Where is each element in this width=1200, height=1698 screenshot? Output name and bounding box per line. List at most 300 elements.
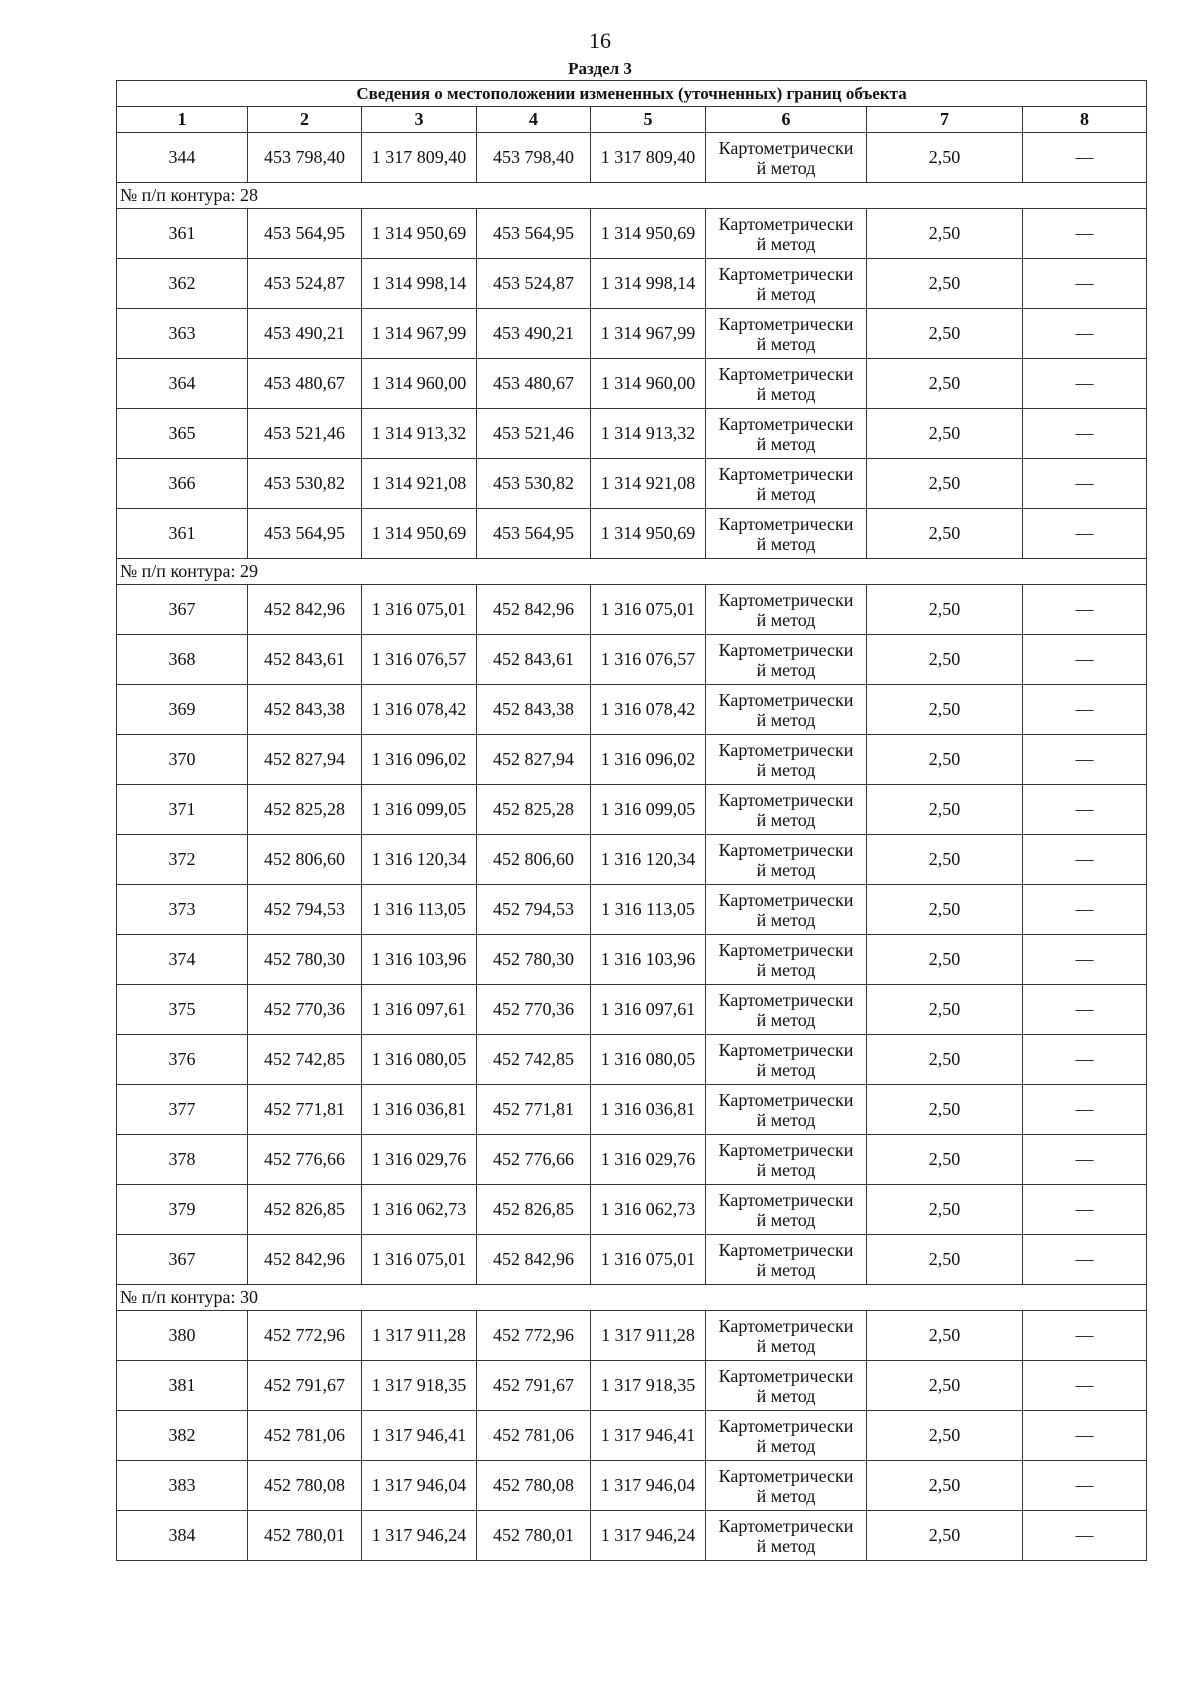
table-cell: 1 316 103,96: [591, 935, 706, 985]
method-cell: [706, 1235, 867, 1285]
method-cell: [706, 635, 867, 685]
table-cell: 453 521,46: [477, 409, 591, 459]
table-row: [117, 1311, 1147, 1361]
method-cell: [706, 209, 867, 259]
method-line-1: Картометрически: [718, 839, 854, 860]
table-cell: 382: [117, 1411, 248, 1461]
table-cell: 453 480,67: [248, 359, 362, 409]
table-row: [117, 1135, 1147, 1185]
table-cell: 361: [117, 509, 248, 559]
table-cell: 2,50: [867, 1135, 1023, 1185]
table-cell: 2,50: [867, 1411, 1023, 1461]
method-line-2: й метод: [756, 1009, 816, 1030]
table-cell: 1 314 967,99: [591, 309, 706, 359]
method-line-2: й метод: [756, 383, 816, 404]
method-line-1: Картометрически: [718, 263, 854, 284]
table-cell: 1 316 113,05: [362, 885, 477, 935]
table-cell: —: [1023, 359, 1147, 409]
table-cell: —: [1023, 1511, 1147, 1561]
method-cell: [706, 885, 867, 935]
method-line-2: й метод: [756, 1259, 816, 1280]
method-line-1: Картометрически: [718, 1465, 854, 1486]
table-cell: 1 316 096,02: [591, 735, 706, 785]
table-cell: —: [1023, 1411, 1147, 1461]
table-cell: 453 798,40: [477, 133, 591, 183]
table-cell: —: [1023, 459, 1147, 509]
table-cell: 377: [117, 1085, 248, 1135]
table-cell: 452 772,96: [477, 1311, 591, 1361]
table-cell: —: [1023, 835, 1147, 885]
table-cell: 2,50: [867, 785, 1023, 835]
table-cell: 1 316 097,61: [591, 985, 706, 1035]
table-cell: 1 316 120,34: [362, 835, 477, 885]
table-row: [117, 985, 1147, 1035]
table-cell: 2,50: [867, 885, 1023, 935]
contour-row: [117, 559, 1147, 585]
table-cell: 1 314 998,14: [362, 259, 477, 309]
table-cell: 1 317 809,40: [591, 133, 706, 183]
table-cell: 452 843,38: [248, 685, 362, 735]
method-line-2: й метод: [756, 659, 816, 680]
method-line-2: й метод: [756, 1485, 816, 1506]
table-row: [117, 1511, 1147, 1561]
method-cell: [706, 735, 867, 785]
table-cell: 1 317 946,41: [362, 1411, 477, 1461]
table-cell: 2,50: [867, 359, 1023, 409]
method-cell: [706, 133, 867, 183]
table-row: [117, 259, 1147, 309]
method-line-1: Картометрически: [718, 313, 854, 334]
table-cell: —: [1023, 1185, 1147, 1235]
method-line-2: й метод: [756, 1385, 816, 1406]
method-line-2: й метод: [756, 1335, 816, 1356]
method-line-1: Картометрически: [718, 1039, 854, 1060]
table-cell: —: [1023, 785, 1147, 835]
table-cell: 2,50: [867, 459, 1023, 509]
table-cell: 1 316 120,34: [591, 835, 706, 885]
method-cell: [706, 309, 867, 359]
method-cell: [706, 585, 867, 635]
table-cell: 452 781,06: [477, 1411, 591, 1461]
method-line-2: й метод: [756, 859, 816, 880]
table-cell: 383: [117, 1461, 248, 1511]
table-row: [117, 209, 1147, 259]
table-cell: —: [1023, 309, 1147, 359]
method-cell: [706, 459, 867, 509]
method-line-2: й метод: [756, 1159, 816, 1180]
table-cell: 344: [117, 133, 248, 183]
table-caption: Сведения о местоположении измененных (уточненных) границ объекта: [117, 81, 1147, 107]
table-cell: 1 317 946,24: [591, 1511, 706, 1561]
table-cell: 1 316 096,02: [362, 735, 477, 785]
method-line-1: Картометрически: [718, 1365, 854, 1386]
table-cell: 452 742,85: [248, 1035, 362, 1085]
contour-label: [117, 559, 1147, 585]
table-cell: 2,50: [867, 509, 1023, 559]
table-cell: 1 317 946,24: [362, 1511, 477, 1561]
section-title: Раздел 3: [568, 59, 632, 78]
method-line-1: Картометрически: [718, 1315, 854, 1336]
table-cell: 453 564,95: [248, 509, 362, 559]
table-cell: —: [1023, 1235, 1147, 1285]
table-cell: 2,50: [867, 1085, 1023, 1135]
table-cell: 1 316 036,81: [362, 1085, 477, 1135]
table-cell: 374: [117, 935, 248, 985]
table-cell: 2,50: [867, 259, 1023, 309]
table-cell: 1 316 029,76: [591, 1135, 706, 1185]
method-cell: [706, 1361, 867, 1411]
method-line-2: й метод: [756, 1435, 816, 1456]
table-row: [117, 133, 1147, 183]
table-cell: 362: [117, 259, 248, 309]
table-cell: 361: [117, 209, 248, 259]
table-cell: —: [1023, 409, 1147, 459]
table-row: [117, 1461, 1147, 1511]
column-header: 8: [1023, 107, 1147, 133]
table-cell: 1 316 036,81: [591, 1085, 706, 1135]
column-header: 5: [591, 107, 706, 133]
table-cell: 452 791,67: [477, 1361, 591, 1411]
table-cell: 1 316 029,76: [362, 1135, 477, 1185]
table-row: [117, 309, 1147, 359]
table-cell: 375: [117, 985, 248, 1035]
method-cell: [706, 409, 867, 459]
table-cell: 371: [117, 785, 248, 835]
table-cell: —: [1023, 1311, 1147, 1361]
table-cell: 1 316 097,61: [362, 985, 477, 1035]
method-line-2: й метод: [756, 1209, 816, 1230]
table-cell: 452 791,67: [248, 1361, 362, 1411]
table-cell: 452 770,36: [477, 985, 591, 1035]
coordinates-table: [116, 80, 1147, 1561]
table-cell: 452 780,01: [248, 1511, 362, 1561]
table-cell: 1 314 950,69: [362, 509, 477, 559]
method-line-2: й метод: [756, 233, 816, 254]
method-cell: [706, 935, 867, 985]
table-cell: 2,50: [867, 735, 1023, 785]
method-line-2: й метод: [756, 433, 816, 454]
table-cell: 363: [117, 309, 248, 359]
method-line-1: Картометрически: [718, 639, 854, 660]
table-cell: 452 776,66: [477, 1135, 591, 1185]
method-line-2: й метод: [756, 909, 816, 930]
table-cell: 2,50: [867, 133, 1023, 183]
table-row: [117, 1361, 1147, 1411]
table-cell: 2,50: [867, 409, 1023, 459]
table-cell: 2,50: [867, 635, 1023, 685]
method-cell: [706, 1085, 867, 1135]
table-cell: 1 316 103,96: [362, 935, 477, 985]
table-cell: 2,50: [867, 1511, 1023, 1561]
table-row: [117, 459, 1147, 509]
method-cell: [706, 1035, 867, 1085]
table-row: [117, 935, 1147, 985]
table-cell: 369: [117, 685, 248, 735]
table-cell: 452 843,38: [477, 685, 591, 735]
table-cell: 2,50: [867, 1311, 1023, 1361]
table-cell: 2,50: [867, 309, 1023, 359]
table-cell: 2,50: [867, 209, 1023, 259]
table-cell: —: [1023, 1361, 1147, 1411]
table-cell: —: [1023, 1135, 1147, 1185]
table-cell: 2,50: [867, 985, 1023, 1035]
table-cell: 1 314 998,14: [591, 259, 706, 309]
table-cell: 1 317 809,40: [362, 133, 477, 183]
table-cell: 452 842,96: [477, 585, 591, 635]
table-cell: 453 521,46: [248, 409, 362, 459]
table-cell: 1 316 078,42: [362, 685, 477, 735]
contour-label: [117, 1285, 1147, 1311]
table-cell: 453 480,67: [477, 359, 591, 409]
table-cell: 452 780,30: [477, 935, 591, 985]
table-cell: 452 825,28: [248, 785, 362, 835]
method-cell: [706, 259, 867, 309]
table-cell: —: [1023, 259, 1147, 309]
table-cell: 452 772,96: [248, 1311, 362, 1361]
table-cell: 452 794,53: [248, 885, 362, 935]
method-line-1: Картометрически: [718, 889, 854, 910]
method-line-1: Картометрически: [718, 213, 854, 234]
table-row: [117, 1035, 1147, 1085]
contour-number: 29: [240, 561, 259, 581]
table-cell: 1 316 075,01: [591, 1235, 706, 1285]
table-cell: 453 490,21: [248, 309, 362, 359]
table-cell: 452 826,85: [477, 1185, 591, 1235]
table-cell: 453 530,82: [248, 459, 362, 509]
table-cell: 1 314 960,00: [591, 359, 706, 409]
table-cell: 452 842,96: [248, 1235, 362, 1285]
table-cell: 1 316 078,42: [591, 685, 706, 735]
table-cell: 452 770,36: [248, 985, 362, 1035]
table-cell: 364: [117, 359, 248, 409]
table-cell: 1 317 946,04: [591, 1461, 706, 1511]
table-cell: —: [1023, 685, 1147, 735]
method-cell: [706, 785, 867, 835]
table-cell: 1 316 099,05: [591, 785, 706, 835]
table-cell: 1 316 076,57: [591, 635, 706, 685]
table-cell: —: [1023, 635, 1147, 685]
table-row: [117, 1411, 1147, 1461]
table-cell: —: [1023, 885, 1147, 935]
table-cell: 452 825,28: [477, 785, 591, 835]
table-cell: 452 780,01: [477, 1511, 591, 1561]
table-cell: 1 317 946,41: [591, 1411, 706, 1461]
method-line-2: й метод: [756, 283, 816, 304]
table-cell: 1 316 075,01: [362, 585, 477, 635]
contour-label: [117, 183, 1147, 209]
column-header: 7: [867, 107, 1023, 133]
table-cell: 1 316 099,05: [362, 785, 477, 835]
table-row: [117, 1085, 1147, 1135]
method-line-1: Картометрически: [718, 1239, 854, 1260]
table-cell: 380: [117, 1311, 248, 1361]
table-row: [117, 835, 1147, 885]
method-line-2: й метод: [756, 1109, 816, 1130]
table-cell: 366: [117, 459, 248, 509]
table-cell: 2,50: [867, 585, 1023, 635]
method-line-2: й метод: [756, 157, 816, 178]
method-line-2: й метод: [756, 333, 816, 354]
table-cell: 1 314 921,08: [362, 459, 477, 509]
method-cell: [706, 1311, 867, 1361]
contour-number: 30: [240, 1287, 259, 1307]
method-line-1: Картометрически: [718, 513, 854, 534]
table-cell: 1 316 062,73: [591, 1185, 706, 1235]
table-row: [117, 1235, 1147, 1285]
method-line-2: й метод: [756, 759, 816, 780]
table-row: [117, 509, 1147, 559]
method-line-1: Картометрически: [718, 1189, 854, 1210]
table-cell: 1 314 921,08: [591, 459, 706, 509]
column-header: 6: [706, 107, 867, 133]
column-header: 2: [248, 107, 362, 133]
table-cell: —: [1023, 1035, 1147, 1085]
method-line-1: Картометрически: [718, 739, 854, 760]
table-cell: 452 826,85: [248, 1185, 362, 1235]
method-line-1: Картометрически: [718, 1415, 854, 1436]
table-row: [117, 685, 1147, 735]
table-row: [117, 585, 1147, 635]
contour-label-prefix: № п/п контура:: [120, 561, 241, 581]
method-line-2: й метод: [756, 533, 816, 554]
table-cell: 1 314 950,69: [591, 209, 706, 259]
column-header: 3: [362, 107, 477, 133]
table-row: [117, 735, 1147, 785]
method-line-1: Картометрически: [718, 689, 854, 710]
table-cell: 452 781,06: [248, 1411, 362, 1461]
table-cell: 453 530,82: [477, 459, 591, 509]
method-line-1: Картометрически: [718, 939, 854, 960]
table-cell: 1 314 950,69: [362, 209, 477, 259]
method-cell: [706, 1461, 867, 1511]
table-cell: 453 798,40: [248, 133, 362, 183]
table-cell: 452 843,61: [477, 635, 591, 685]
page-number: 16: [589, 28, 611, 53]
table-cell: 453 564,95: [477, 209, 591, 259]
table-cell: 452 780,08: [477, 1461, 591, 1511]
table-cell: 453 524,87: [477, 259, 591, 309]
table-cell: 1 314 913,32: [591, 409, 706, 459]
method-cell: [706, 1185, 867, 1235]
method-line-1: Картометрически: [718, 1515, 854, 1536]
table-cell: 384: [117, 1511, 248, 1561]
table-cell: 1 314 967,99: [362, 309, 477, 359]
method-line-1: Картометрически: [718, 789, 854, 810]
column-header: 4: [477, 107, 591, 133]
method-cell: [706, 1135, 867, 1185]
table-cell: 379: [117, 1185, 248, 1235]
table-cell: 452 771,81: [248, 1085, 362, 1135]
table-cell: 453 490,21: [477, 309, 591, 359]
table-cell: 453 564,95: [477, 509, 591, 559]
table-cell: 1 316 113,05: [591, 885, 706, 935]
table-cell: 1 316 062,73: [362, 1185, 477, 1235]
table-cell: 1 316 076,57: [362, 635, 477, 685]
method-cell: [706, 835, 867, 885]
table-cell: 452 827,94: [248, 735, 362, 785]
table-cell: 2,50: [867, 685, 1023, 735]
table-cell: 1 316 080,05: [362, 1035, 477, 1085]
table-cell: 370: [117, 735, 248, 785]
table-row: [117, 635, 1147, 685]
table-cell: 452 771,81: [477, 1085, 591, 1135]
method-line-2: й метод: [756, 1059, 816, 1080]
method-line-2: й метод: [756, 483, 816, 504]
method-line-2: й метод: [756, 809, 816, 830]
table-cell: 2,50: [867, 835, 1023, 885]
table-cell: 381: [117, 1361, 248, 1411]
table-cell: —: [1023, 935, 1147, 985]
table-cell: 452 842,96: [248, 585, 362, 635]
method-line-1: Картометрически: [718, 363, 854, 384]
table-cell: 1 316 075,01: [362, 1235, 477, 1285]
table-cell: 1 317 911,28: [591, 1311, 706, 1361]
table-cell: 2,50: [867, 1185, 1023, 1235]
table-cell: 367: [117, 585, 248, 635]
contour-number: 28: [240, 185, 259, 205]
table-cell: 452 776,66: [248, 1135, 362, 1185]
table-cell: 378: [117, 1135, 248, 1185]
method-line-1: Картометрически: [718, 463, 854, 484]
contour-label-prefix: № п/п контура:: [120, 185, 241, 205]
table-cell: 2,50: [867, 1035, 1023, 1085]
table-cell: 453 564,95: [248, 209, 362, 259]
method-line-1: Картометрически: [718, 137, 854, 158]
column-header: 1: [117, 107, 248, 133]
table-cell: 1 314 913,32: [362, 409, 477, 459]
method-line-1: Картометрически: [718, 413, 854, 434]
table-cell: 373: [117, 885, 248, 935]
table-cell: 452 742,85: [477, 1035, 591, 1085]
table-row: [117, 409, 1147, 459]
table-cell: 365: [117, 409, 248, 459]
table-cell: —: [1023, 1461, 1147, 1511]
method-line-2: й метод: [756, 709, 816, 730]
table-cell: 452 843,61: [248, 635, 362, 685]
table-cell: —: [1023, 1085, 1147, 1135]
method-cell: [706, 1511, 867, 1561]
method-line-2: й метод: [756, 959, 816, 980]
table-cell: 2,50: [867, 1361, 1023, 1411]
table-cell: 1 317 911,28: [362, 1311, 477, 1361]
method-line-2: й метод: [756, 609, 816, 630]
method-cell: [706, 985, 867, 1035]
table-row: [117, 1185, 1147, 1235]
method-line-1: Картометрически: [718, 589, 854, 610]
table-cell: —: [1023, 209, 1147, 259]
table-cell: 367: [117, 1235, 248, 1285]
method-line-1: Картометрически: [718, 1139, 854, 1160]
table-row: [117, 885, 1147, 935]
table-cell: —: [1023, 985, 1147, 1035]
table-cell: —: [1023, 735, 1147, 785]
table-cell: 452 780,08: [248, 1461, 362, 1511]
table-cell: 1 314 960,00: [362, 359, 477, 409]
column-header-row: [117, 107, 1147, 133]
table-cell: 1 317 918,35: [362, 1361, 477, 1411]
table-cell: 452 806,60: [248, 835, 362, 885]
table-cell: 452 842,96: [477, 1235, 591, 1285]
table-cell: 376: [117, 1035, 248, 1085]
table-cell: 1 316 080,05: [591, 1035, 706, 1085]
table-cell: 1 317 946,04: [362, 1461, 477, 1511]
table-cell: —: [1023, 133, 1147, 183]
table-cell: 1 317 918,35: [591, 1361, 706, 1411]
table-cell: 452 806,60: [477, 835, 591, 885]
table-cell: 453 524,87: [248, 259, 362, 309]
table-cell: 452 794,53: [477, 885, 591, 935]
table-cell: 452 827,94: [477, 735, 591, 785]
